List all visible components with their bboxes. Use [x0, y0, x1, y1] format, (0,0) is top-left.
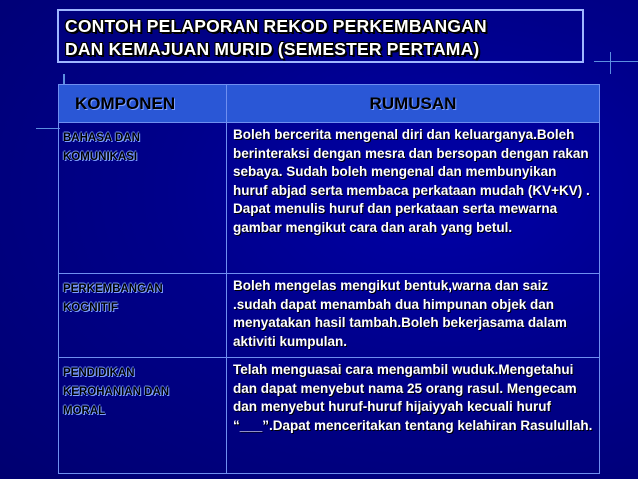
header-rumusan: RUMUSAN [227, 85, 600, 123]
report-table [58, 84, 600, 474]
slide-title-line-1: CONTOH PELAPORAN REKOD PERKEMBANGAN [65, 16, 487, 36]
component-line: KEROHANIAN DAN [63, 386, 170, 398]
slide-title [57, 9, 584, 63]
description-cell: Telah menguasai cara mengambil wuduk.Mengetahui dan dapat menyebut nama 25 orang rasul. Mengecam dan menyebut huruf-huruf hijaiyyah kecuali huruf “___”.Dapat menceritakan tentang kelahiran Rasulullah. [227, 358, 600, 474]
component-line: KOGNITIF [63, 302, 118, 314]
slide-title-line-2: DAN KEMAJUAN MURID (SEMESTER PERTAMA) [65, 39, 480, 59]
table-row [59, 358, 600, 474]
decorative-line-right-vertical [610, 52, 611, 74]
component-cell [59, 123, 227, 274]
table-row [59, 274, 600, 358]
component-line: KOMUNIKASI [63, 151, 138, 163]
component-line: PERKEMBANGAN [63, 283, 163, 295]
component-cell [59, 358, 227, 474]
component-line: BAHASA DAN [63, 132, 140, 144]
header-komponen: KOMPONEN [59, 85, 227, 123]
description-cell: Boleh mengelas mengikut bentuk,warna dan saiz .sudah dapat menambah dua himpunan objek dan menyatakan hasil tambah.Boleh bekerjasama dalam aktiviti kumpulan. [227, 274, 600, 358]
table-row [59, 123, 600, 274]
component-cell [59, 274, 227, 358]
component-line: PENDIDIKAN [63, 367, 135, 379]
description-cell: Boleh bercerita mengenal diri dan keluarganya.Boleh berinteraksi dengan mesra dan bersopan dengan rakan sebaya. Sudah boleh mengenal dan membunyikan huruf abjad serta membaca perkataan mudah (KV+KV) . Dapat menulis huruf dan perkataan serta mewarna gambar mengikut cara dan arah yang betul. [227, 123, 600, 274]
component-line: MORAL [63, 405, 106, 417]
decorative-line-left-horizontal [36, 128, 60, 129]
table-header-row [59, 85, 600, 123]
decorative-line-right-horizontal [594, 61, 638, 62]
